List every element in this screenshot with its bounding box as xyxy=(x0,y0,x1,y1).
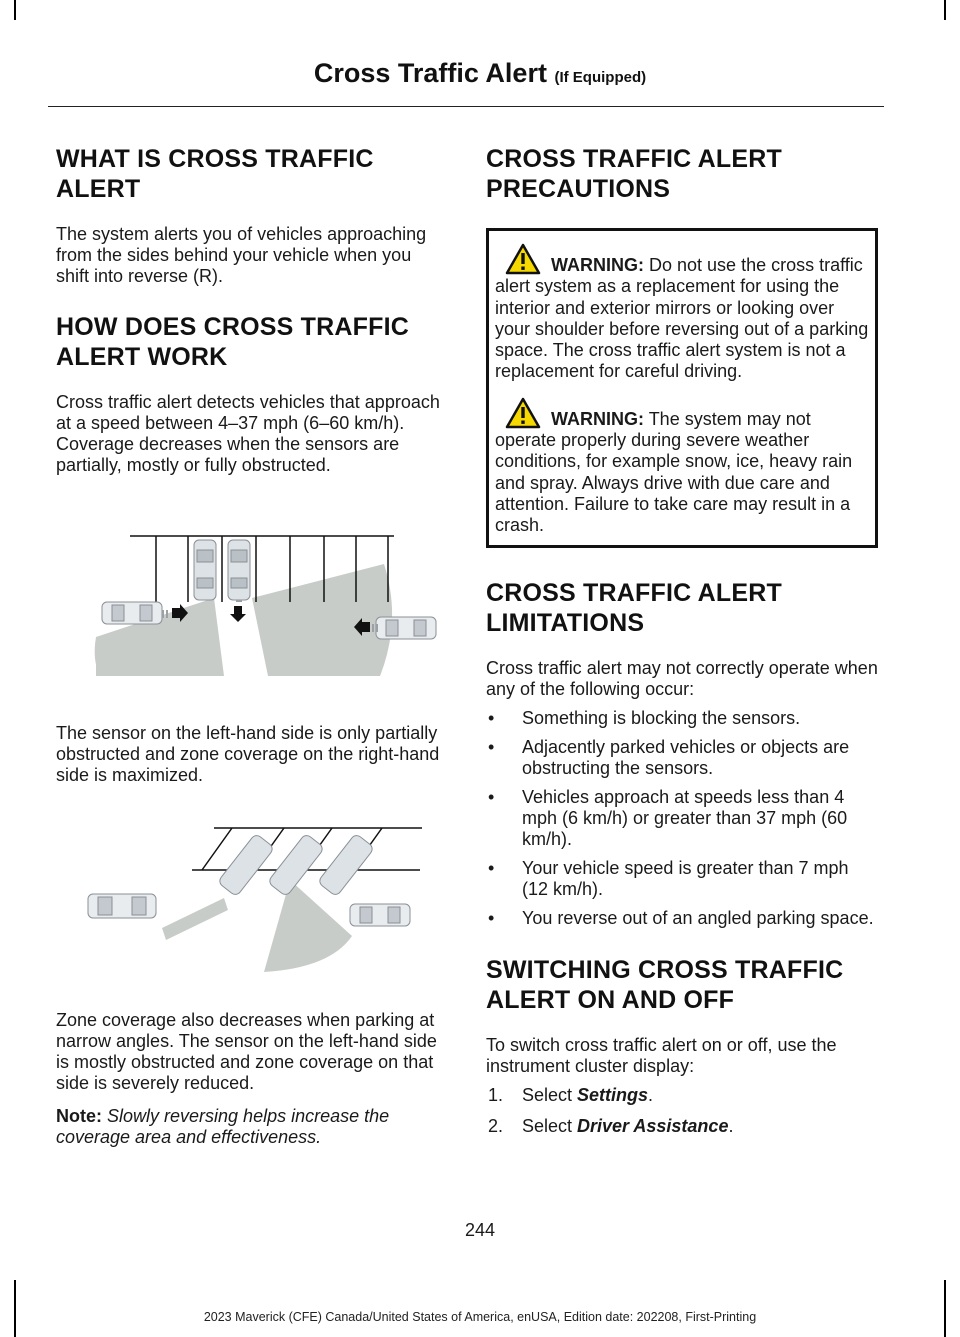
warning-1 xyxy=(495,243,869,383)
heading-line: SWITCHING CROSS TRAFFIC xyxy=(486,955,844,984)
footer: 2023 Maverick (CFE) Canada/United States of America, enUSA, Edition date: 202208, First-Printing xyxy=(203,1310,757,1324)
list-item-text: Something is blocking the sensors. xyxy=(522,707,801,728)
heading-line: ALERT xyxy=(56,175,141,203)
list-item-text: Adjacently parked vehicles or objects are obstructing the sensors. xyxy=(522,736,850,778)
step-item xyxy=(486,1116,878,1137)
section-heading-switching xyxy=(486,955,878,1015)
coverage-diagram-angled-parking xyxy=(84,818,444,988)
switching-steps xyxy=(486,1085,878,1137)
limitations-list xyxy=(486,708,878,929)
approaching-car xyxy=(88,894,410,926)
warning-2-text: The system may not operate properly during severe weather conditions, for example snow, ice, heavy rain and spray. Always drive with due care and attention. Failure to take care may result in a crash. xyxy=(495,408,853,536)
warning-box xyxy=(486,228,878,548)
driver-assistance-label: Driver Assistance xyxy=(577,1115,729,1136)
list-item-text: You reverse out of an angled parking space. xyxy=(522,907,874,928)
warning-label: WARNING: xyxy=(551,408,644,429)
step-suffix: . xyxy=(728,1115,734,1136)
heading-line: HOW DOES CROSS TRAFFIC xyxy=(56,313,410,341)
section-heading-precautions xyxy=(486,144,878,204)
heading-line: PRECAUTIONS xyxy=(486,175,671,203)
coverage-diagram-straight-parking xyxy=(84,520,444,690)
bullet: • xyxy=(488,786,495,807)
header-title: Cross Traffic Alert xyxy=(313,58,547,88)
left-sensor-zone xyxy=(162,898,228,940)
left-column xyxy=(56,144,448,476)
crop-mark xyxy=(944,0,946,20)
heading-line: CROSS TRAFFIC ALERT xyxy=(486,145,782,173)
note-label: Note: xyxy=(56,1106,102,1126)
section-heading-what-is xyxy=(56,144,448,204)
step-prefix: Select xyxy=(522,1084,578,1105)
bullet: • xyxy=(488,736,495,757)
heading-line: ALERT ON AND OFF xyxy=(486,985,735,1014)
step-prefix: Select xyxy=(522,1115,578,1136)
what-is-body: The system alerts you of vehicles approaching from the sides behind your vehicle when you shift into reverse (R). xyxy=(56,224,427,286)
list-item xyxy=(486,908,878,929)
list-item-text: Vehicles approach at speeds less than 4 mph (6 km/h) or greater than 37 mph (60 km/h). xyxy=(522,786,848,849)
list-item xyxy=(486,708,878,729)
heading-line: CROSS TRAFFIC ALERT xyxy=(486,578,782,607)
left-lower-text xyxy=(56,1010,452,1148)
header-divider xyxy=(48,106,884,107)
page-header xyxy=(0,58,960,89)
settings-label: Settings xyxy=(577,1084,649,1105)
crop-mark xyxy=(14,0,16,20)
bullet: • xyxy=(488,707,495,728)
list-item xyxy=(486,737,878,779)
header-title-suffix: (If Equipped) xyxy=(554,69,647,86)
bullet: • xyxy=(488,907,495,928)
how-does-body: Cross traffic alert detects vehicles that approach at a speed between 4–37 mph (6–60 km/h). Coverage decreases when the sensors are partially, mostly or fully obstructed. xyxy=(56,392,440,475)
warning-label: WARNING: xyxy=(551,255,644,275)
warning-triangle-icon xyxy=(505,243,541,275)
warning-triangle-icon xyxy=(505,397,541,429)
heading-line: LIMITATIONS xyxy=(486,608,645,637)
crop-mark xyxy=(14,1280,16,1337)
switching-intro: To switch cross traffic alert on or off, use the instrument cluster display: xyxy=(486,1034,837,1076)
heading-line: WHAT IS CROSS TRAFFIC xyxy=(56,145,374,173)
section-heading-how-does xyxy=(56,312,448,372)
step-number: 2. xyxy=(488,1115,504,1136)
list-item xyxy=(486,858,878,900)
list-item xyxy=(486,787,878,850)
page-number: 244 xyxy=(464,1220,496,1240)
heading-line: ALERT WORK xyxy=(56,343,228,371)
note-text: Slowly reversing helps increase the coverage area and effectiveness. xyxy=(56,1106,390,1147)
step-item xyxy=(486,1085,878,1106)
step-suffix: . xyxy=(648,1084,654,1105)
figure1-caption: The sensor on the left-hand side is only partially obstructed and zone coverage on the right-hand side is maximized. xyxy=(56,723,440,785)
figure2-caption: Zone coverage also decreases when parking at narrow angles. The sensor on the left-hand side is mostly obstructed and zone coverage on that side is severely reduced. xyxy=(56,1010,437,1093)
note xyxy=(56,1106,452,1148)
right-sensor-zone xyxy=(252,564,392,676)
limitations-intro: Cross traffic alert may not correctly operate when any of the following occur: xyxy=(486,657,878,699)
list-item-text: Your vehicle speed is greater than 7 mph (12 km/h). xyxy=(522,857,849,899)
right-column xyxy=(486,144,878,1137)
bullet: • xyxy=(488,857,495,878)
section-heading-limitations xyxy=(486,578,878,638)
warning-1-text: Do not use the cross traffic alert system as a replacement for using the interior and exterior mirrors or looking over your shoulder before reversing out of a parking space. The cross traffic alert system is not a replacement for careful driving. xyxy=(495,255,869,382)
crop-mark xyxy=(944,1280,946,1337)
warning-2 xyxy=(495,397,869,537)
step-number: 1. xyxy=(488,1084,504,1105)
